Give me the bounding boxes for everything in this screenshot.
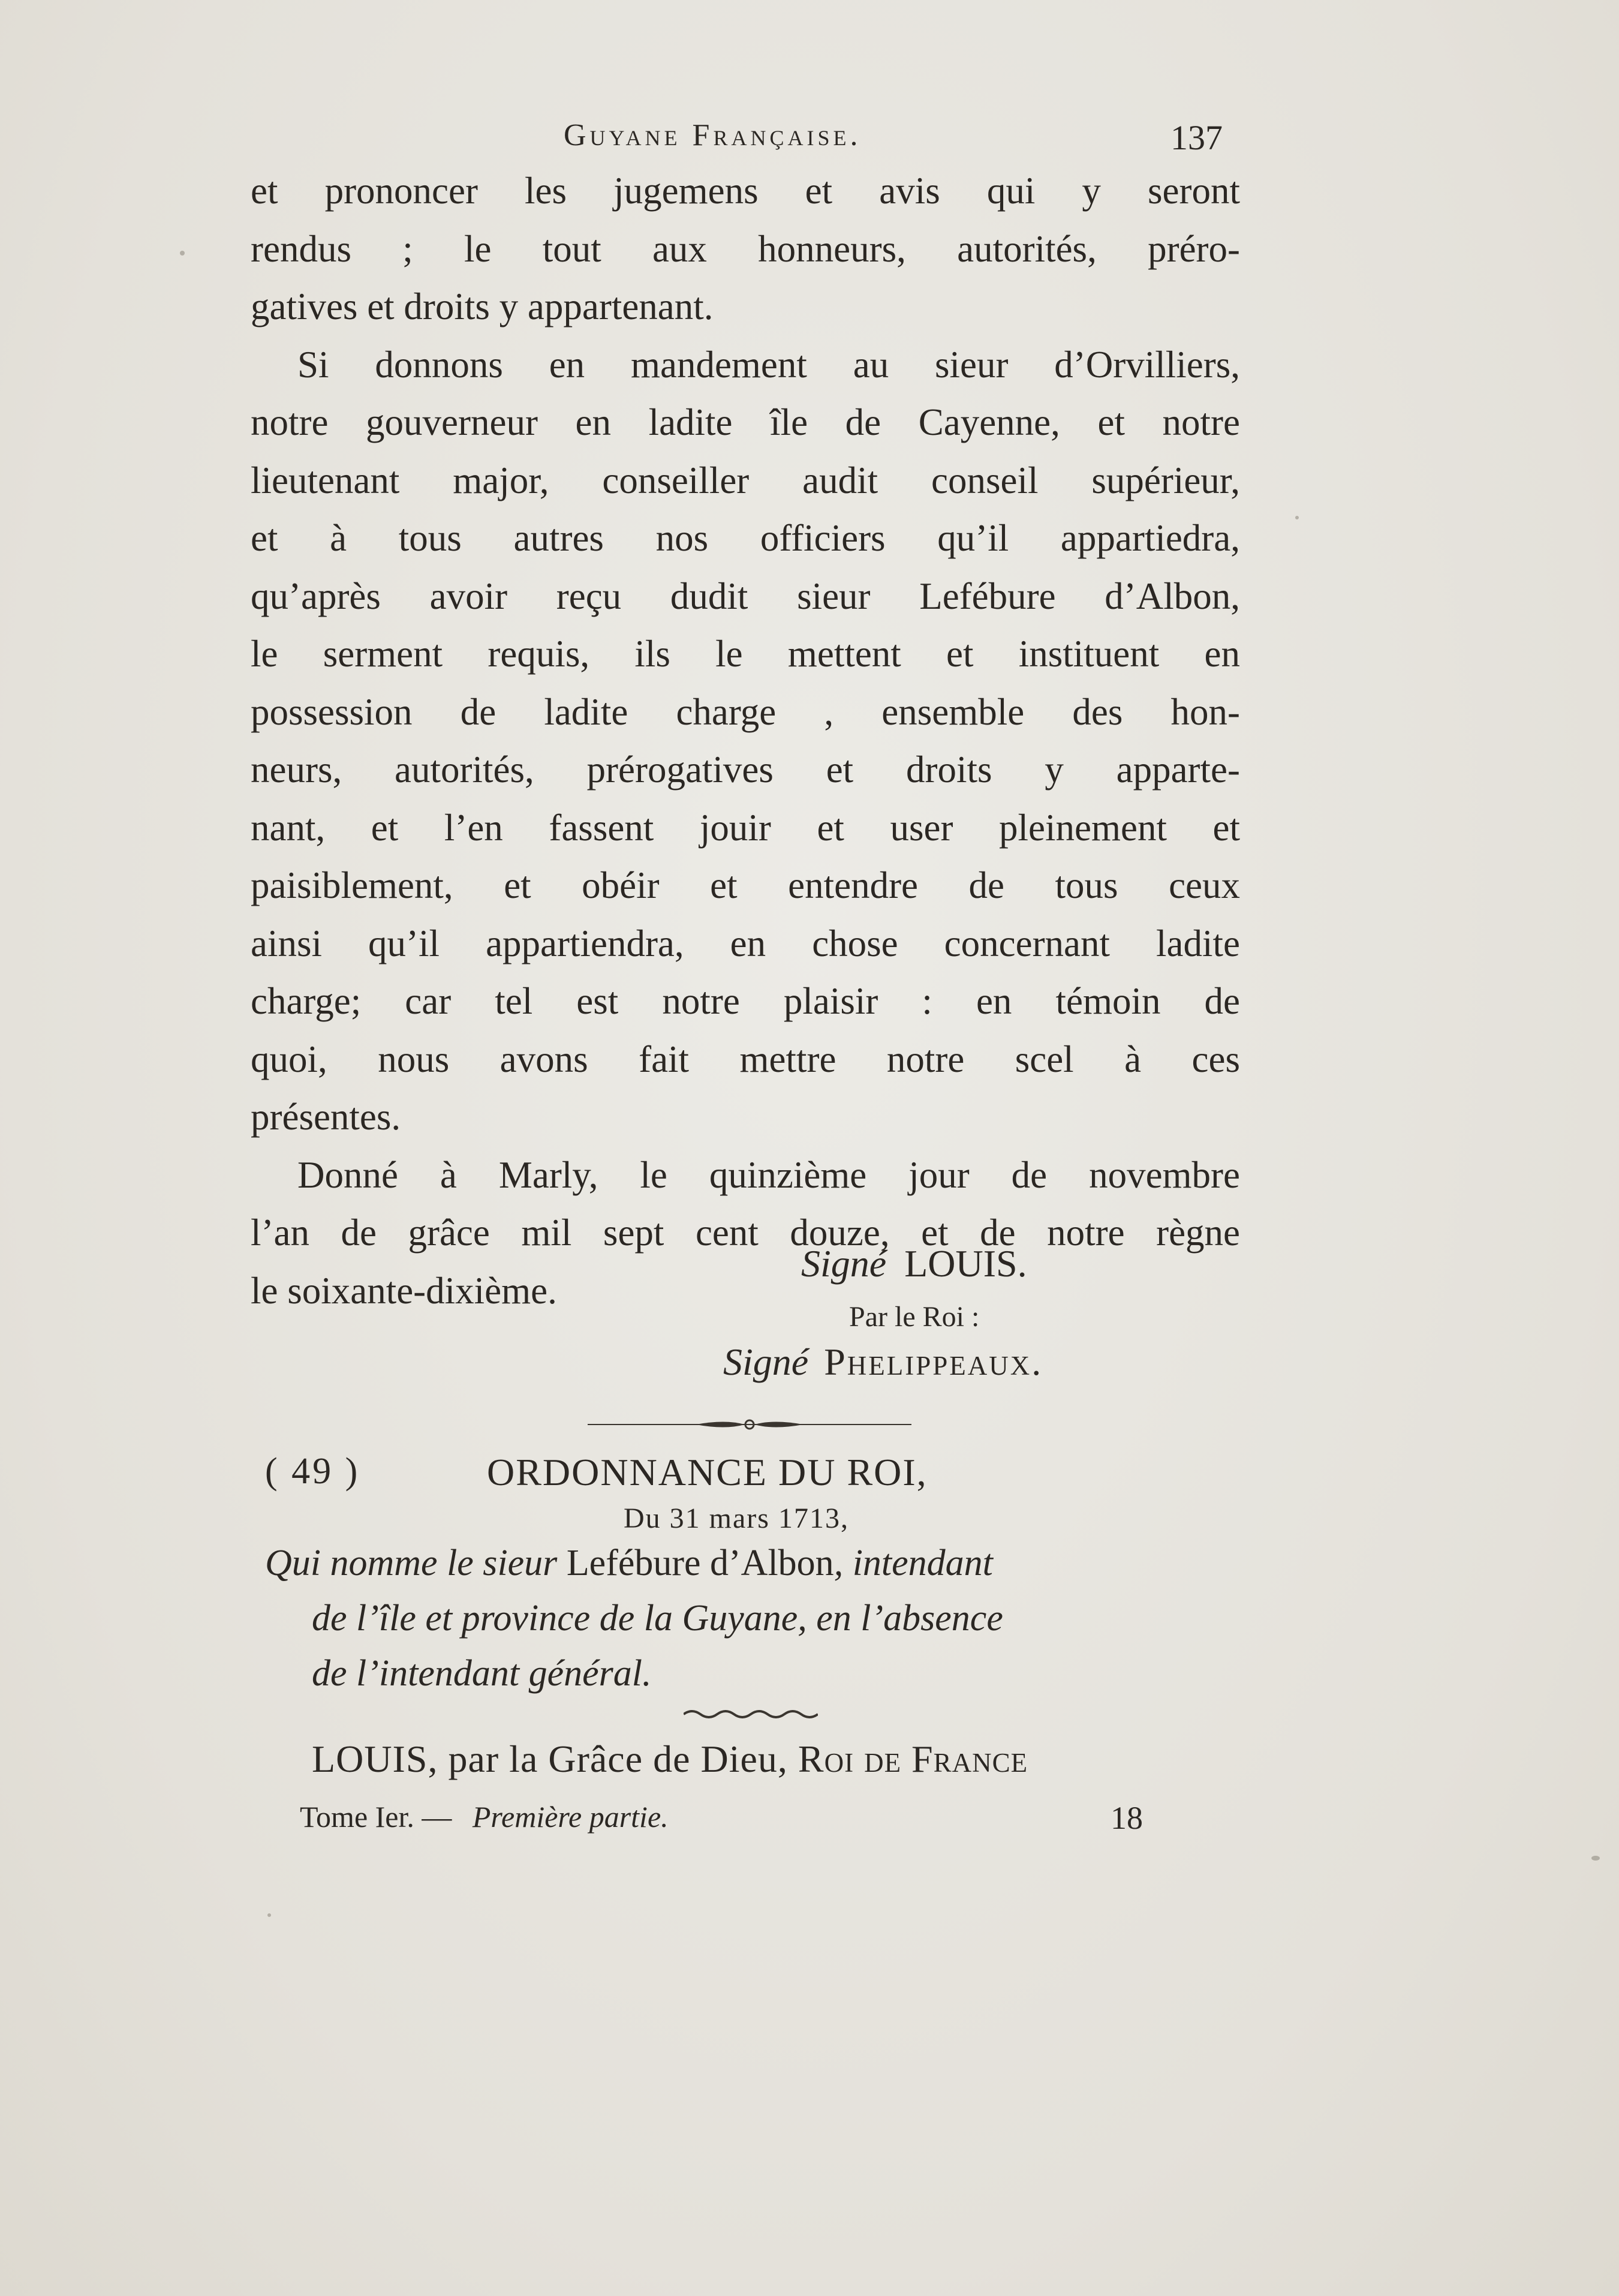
text-line: qu’après avoir reçu dudit sieur Lefébure d’Albon, [251,575,1240,617]
paper-speck [180,251,185,256]
running-title: Guyane Française. [564,118,862,152]
footer-part: Première partie. [472,1800,669,1834]
text-line: présentes. [251,1096,401,1138]
summary-fragment: , intendant [833,1543,993,1583]
text-line: possession de ladite charge , ensemble des hon- [251,690,1240,733]
text-line: l’an de grâce mil sept cent douze, et de notre règne [251,1212,1240,1254]
ordinance-title: ORDONNANCE DU ROI, [487,1451,928,1493]
closing-middle: , par la Grâce de Dieu, [428,1738,798,1780]
section-divider-ornament [588,1416,911,1434]
body-text [251,162,1240,1320]
text-line: gatives et droits y appartenant. [251,286,714,327]
text-line: rendus ; le tout aux honneurs, autorités, préro- [251,227,1240,270]
signature-phelippeaux [723,1340,1043,1384]
ordinance-number: ( 49 ) [265,1451,360,1492]
paper-speck [1591,1856,1600,1861]
signature-name: Phelippeaux. [824,1341,1043,1383]
text-line: charge; car tel est notre plaisir : en témoin de [251,980,1240,1022]
wavy-rule-ornament [684,1708,818,1720]
ordinance-summary [265,1535,1240,1701]
footer-volume-label: Tome Ier. [300,1800,414,1834]
signature-mark: 18 [1111,1800,1143,1836]
summary-line [265,1646,1240,1701]
text-line: ainsi qu’il appartiendra, en chose concernant ladite [251,922,1240,964]
footer-dash: — [422,1800,452,1834]
signature-label: Signé [801,1242,887,1285]
closing-louis: LOUIS [312,1738,428,1780]
text-line: Si donnons en mandement au sieur d’Orvilliers, [297,343,1240,386]
closing-roi-de-france: Roi de France [798,1738,1028,1780]
closing-line [312,1737,1028,1781]
paper-speck [267,1913,271,1917]
text-line: Donné à Marly, le quinzième jour de novembre [297,1153,1240,1196]
summary-line [265,1591,1240,1646]
text-line: nant, et l’en fassent jouir et user pleinement et [251,806,1240,849]
summary-line [265,1535,1240,1591]
text-line: et à tous autres nos officiers qu’il appartiedra, [251,517,1240,559]
summary-fragment: de l’île et province de la Guyane, en l’absence [312,1598,1003,1639]
ordinance-date: Du 31 mars 1713, [624,1502,849,1534]
summary-fragment: de l’intendant général. [312,1653,652,1694]
summary-fragment: Lefébure d’Albon [566,1543,834,1583]
text-line: lieutenant major, conseiller audit conseil supérieur, [251,459,1240,501]
text-line: quoi, nous avons fait mettre notre scel à ces [251,1038,1240,1080]
footer-volume [300,1799,669,1834]
text-line: le serment requis, ils le mettent et instituent en [251,633,1240,675]
summary-fragment: Qui nomme le sieur [265,1543,567,1583]
signature-label: Signé [723,1341,809,1383]
text-line: neurs, autorités, prérogatives et droits y apparte- [251,749,1240,791]
signature-louis [801,1242,1027,1286]
signature-name: LOUIS. [904,1242,1027,1285]
text-line: et prononcer les jugemens et avis qui y seront [251,170,1240,212]
text-line: le soixante-dixième. [251,1269,557,1312]
par-le-roi: Par le Roi : [849,1301,980,1333]
text-line: paisiblement, et obéir et entendre de tous ceux [251,864,1240,906]
page-number: 137 [1170,118,1223,157]
text-line: notre gouverneur en ladite île de Cayenne, et notre [251,401,1240,443]
paper-speck [1295,516,1299,519]
